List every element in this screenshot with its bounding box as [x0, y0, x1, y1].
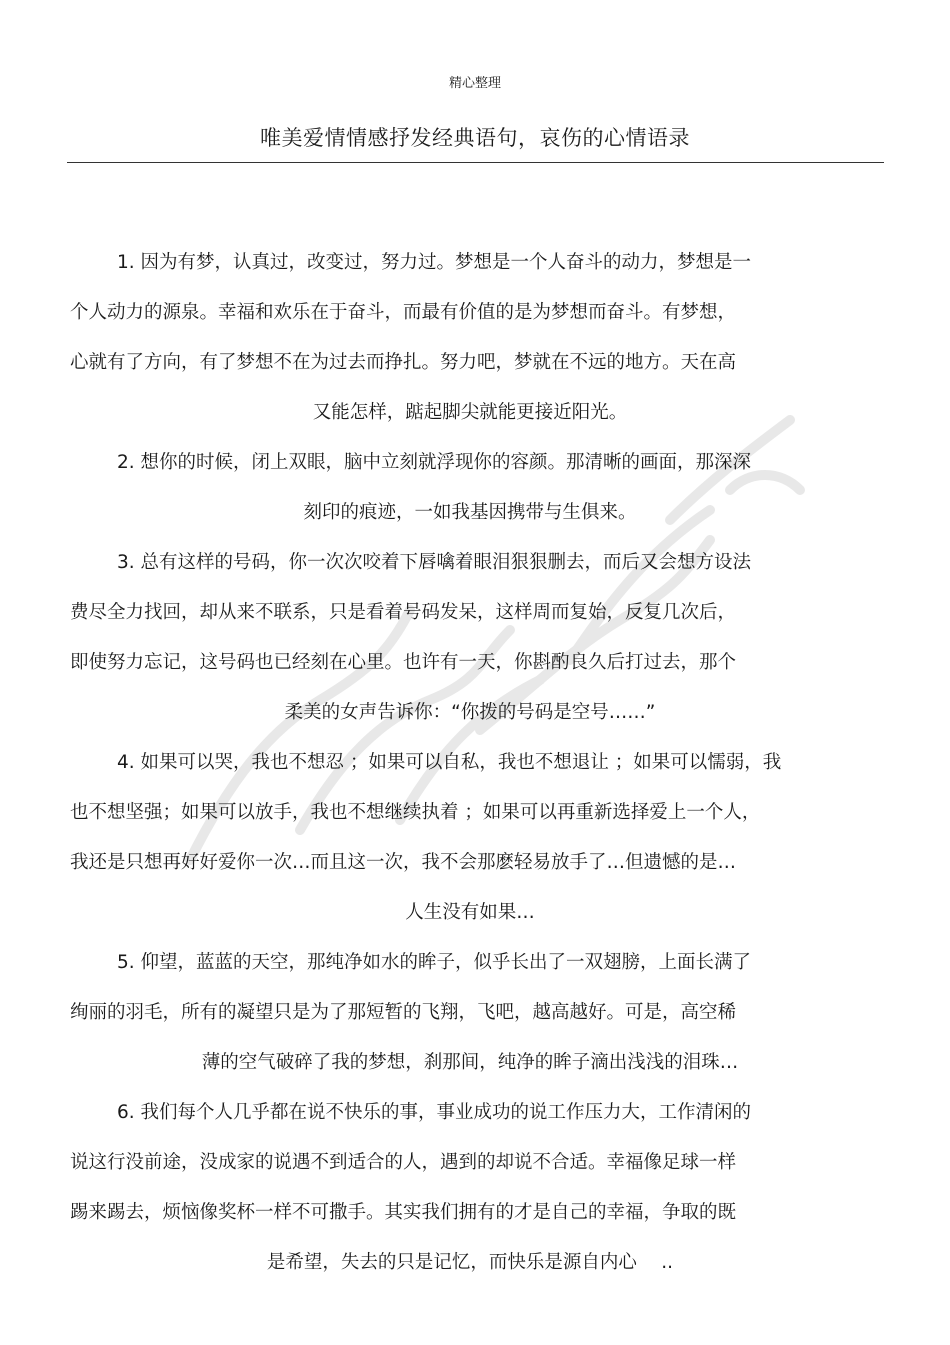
text-line: 人生没有如果… — [405, 902, 535, 923]
text-line: 2. 想你的时候，闭上双眼，脑中立刻就浮现你的容颜。那清晰的画面，那深深 — [117, 452, 752, 473]
header-note: 精心整理 — [448, 76, 501, 91]
text-line: 3. 总有这样的号码，你一次次咬着下唇噙着眼泪狠狠删去，而后又会想方设法 — [117, 552, 752, 573]
title-divider — [67, 162, 884, 163]
article-body — [70, 238, 870, 1288]
text-line: 个人动力的源泉。幸福和欢乐在于奋斗，而最有价值的是为梦想而奋斗。有梦想， — [70, 302, 737, 323]
text-line: 费尽全力找回，却从来不联系，只是看着号码发呆，这样周而复始，反复几次后， — [70, 602, 737, 623]
text-line: 柔美的女声告诉你：“你拨的号码是空号……” — [284, 702, 656, 723]
text-line: 1. 因为有梦，认真过，改变过，努力过。梦想是一个人奋斗的动力，梦想是一 — [117, 252, 752, 273]
text-line: 也不想坚强；如果可以放手，我也不想继续执着 ；如果可以再重新选择爱上一个人， — [70, 802, 761, 823]
text-line: 心就有了方向，有了梦想不在为过去而挣扎。努力吧，梦就在不远的地方。天在高 — [70, 352, 737, 373]
page-title: 唯美爱情情感抒发经典语句，哀伤的心情语录 — [260, 126, 690, 150]
text-line: 踢来踢去，烦恼像奖杯一样不可撒手。其实我们拥有的才是自己的幸福，争取的既 — [70, 1202, 737, 1223]
text-line: 6. 我们每个人几乎都在说不快乐的事，事业成功的说工作压力大，工作清闲的 — [117, 1102, 752, 1123]
text-line: 是希望，失去的只是记忆，而快乐是源自内心 .. — [266, 1252, 674, 1273]
text-line: 4. 如果可以哭，我也不想忍 ；如果可以自私，我也不想退让 ；如果可以懦弱，我 — [117, 752, 782, 773]
text-line: 又能怎样，踮起脚尖就能更接近阳光。 — [312, 402, 628, 423]
text-line: 我还是只想再好好爱你一次…而且这一次，我不会那麽轻易放手了…但遗憾的是… — [70, 852, 737, 873]
text-line: 刻印的痕迹，一如我基因携带与生俱来。 — [303, 502, 637, 523]
text-line: 即使努力忘记，这号码也已经刻在心里。也许有一天，你斟酌良久后打过去，那个 — [70, 652, 737, 673]
text-line: 说这行没前途，没成家的说遇不到适合的人，遇到的却说不合适。幸福像足球一样 — [70, 1152, 737, 1173]
text-line: 5. 仰望，蓝蓝的天空，那纯净如水的眸子，似乎长出了一双翅膀，上面长满了 — [117, 952, 752, 973]
text-line: 绚丽的羽毛，所有的凝望只是为了那短暂的飞翔，飞吧，越高越好。可是，高空稀 — [70, 1002, 737, 1023]
text-line: 薄的空气破碎了我的梦想，刹那间，纯净的眸子滴出浅浅的泪珠… — [201, 1052, 739, 1073]
